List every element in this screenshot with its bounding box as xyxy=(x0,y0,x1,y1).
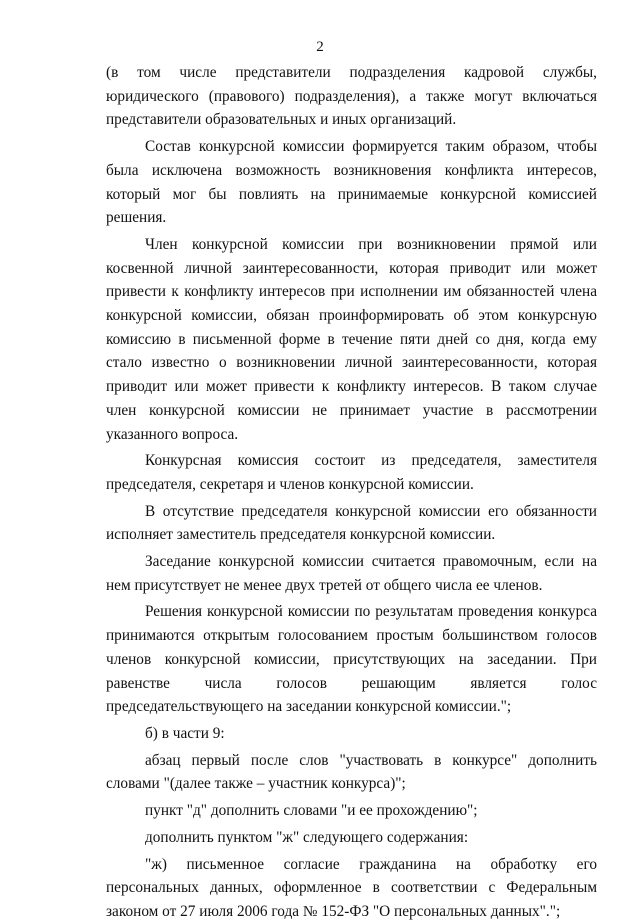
paragraph-first-abzac: абзац первый после слов "участвовать в конкурсе" дополнить словами "(далее также – участник конкурса)"; xyxy=(106,751,597,793)
document-body xyxy=(106,61,597,924)
paragraph-chairman-absence: В отсутствие председателя конкурсной комиссии его обязанности исполняет заместитель председателя конкурсной комиссии. xyxy=(106,502,597,544)
paragraph-item-zh-text: "ж) письменное согласие гражданина на обработку его персональных данных, оформленное в соответствии с Федеральным законом от 27 июля 2006 года № 152-ФЗ "О персональных данных"."; xyxy=(106,855,597,920)
page-number: 2 xyxy=(316,39,324,55)
paragraph-quorum: Заседание конкурсной комиссии считается правомочным, если на нем присутствует не менее двух третей от общего числа ее членов. xyxy=(106,553,597,594)
paragraph-continuation: (в том числе представители подразделения кадровой службы, юридического (правового) подразделения), а также могут включаться представители образовательных и иных организаций. xyxy=(106,64,597,129)
paragraph-commission-members: Конкурсная комиссия состоит из председателя, заместителя председателя, секретаря и членов конкурсной комиссии. xyxy=(106,452,597,493)
paragraph-item-d: пункт "д" дополнить словами "и ее прохождению"; xyxy=(145,802,478,820)
paragraph-conflict-of-interest: Член конкурсной комиссии при возникновении прямой или косвенной личной заинтересованности, которая приводит или может привести к конфликту интересов при исполнении им обязанностей члена конкурсной комиссии, обязан проинформировать об этом конкурсную комиссию в письменной форме в течение пяти дней со дня, когда ему стало известно о возникновении личной заинтересованности, которая приводит или может привести к конфликту интересов. В таком случае член конкурсной комиссии не принимает участие в рассмотрении указанного вопроса. xyxy=(106,235,597,443)
paragraph-decisions: Решения конкурсной комиссии по результатам проведения конкурса принимаются открытым голосованием простым большинством голосов членов конкурсной комиссии, присутствующих на заседании. При равенстве числа голосов решающим является голос председательствующего на заседании конкурсной комиссии."; xyxy=(106,603,597,716)
paragraph-part-9: б) в части 9: xyxy=(145,724,225,742)
paragraph-commission-composition: Состав конкурсной комиссии формируется таким образом, чтобы была исключена возможность возникновения конфликта интересов, который мог бы повлиять на принимаемые конкурсной комиссией решения. xyxy=(106,138,597,227)
paragraph-add-item-zh: дополнить пунктом "ж" следующего содержания: xyxy=(145,828,469,846)
